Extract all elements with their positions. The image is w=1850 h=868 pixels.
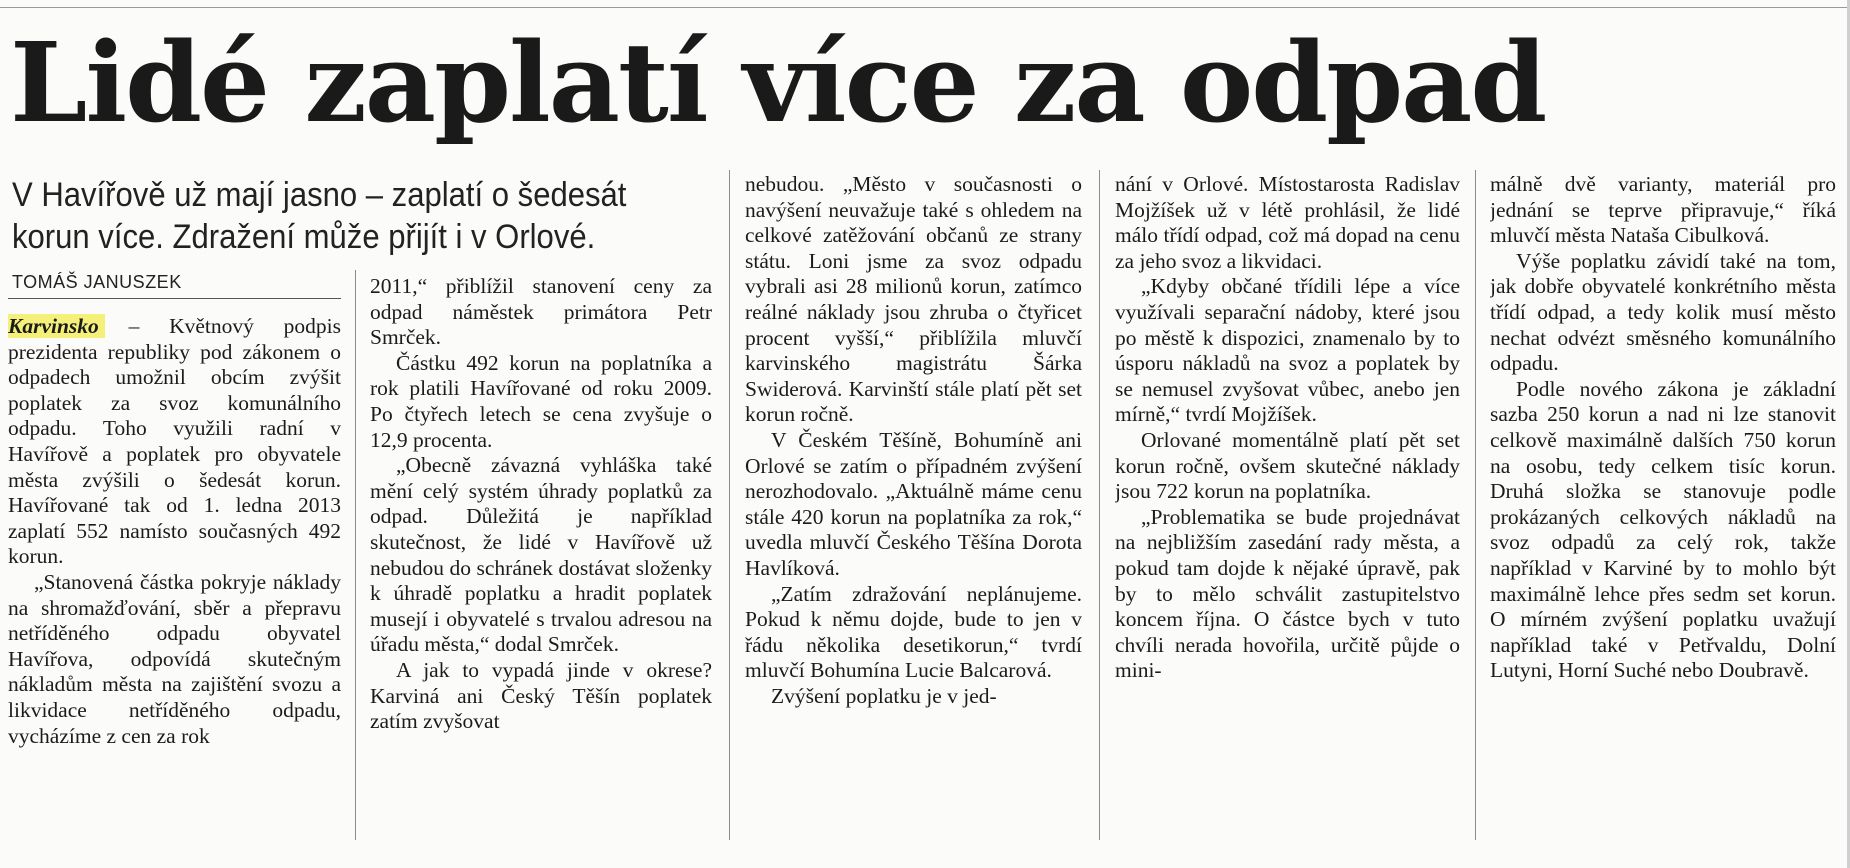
article-paragraph: „Stanovená částka pokryje náklady na shromažďování, sběr a přepravu netříděného odpadu obyvatel Havířova, odpovídá skutečným nákladům města na zajištění svozu a likvidace netříděného odpadu, vycházíme z cen za rok [8, 569, 341, 748]
article-subheadline: V Havířově už mají jasno – zaplatí o šedesát korun více. Zdražení může přijít i v Orlové. [12, 176, 627, 256]
column-divider [1099, 170, 1100, 840]
article-headline: Lidé zaplatí více za odpad [10, 18, 1546, 147]
article-paragraph: Výše poplatku závidí také na tom, jak dobře obyvatelé konkrétního města třídí odpad, a tedy kolik musí město nechat odvézt směsného komunálního odpadu. [1490, 248, 1836, 376]
article-paragraph: Orlované momentálně platí pět set korun ročně, ovšem skutečné náklady jsou 722 korun na poplatníka. [1115, 427, 1460, 504]
article-paragraph: málně dvě varianty, materiál pro jednání se teprve připravuje,“ říká mluvčí města Nataša Cibulková. [1490, 172, 1836, 248]
article-column-4 [1115, 172, 1460, 834]
article-column-2 [370, 274, 712, 834]
article-paragraph: V Českém Těšíně, Bohumíně ani Orlové se zatím o případném zvýšení nerozhodovalo. „Aktuálně máme cenu stále 420 korun na poplatníka za rok,“ uvedla mluvčí Českého Těšína Dorota Havlíková. [745, 427, 1082, 580]
article-column-1 [8, 314, 341, 834]
column-divider [355, 270, 356, 840]
location-dateline: Karvinsko [8, 314, 99, 338]
column-divider [729, 170, 730, 840]
article-paragraph: Zvýšení poplatku je v jed- [771, 683, 997, 708]
article-paragraph: „Kdyby občané třídili lépe a více využívali separační nádoby, které jsou po městě k dispozici, znamenalo by to úsporu nákladů na svoz a poplatek by se nemusel zvyšovat vůbec, anebo jen mírně,“ tvrdí Mojžíšek. [1115, 274, 1460, 427]
article-paragraph: „Zatím zdražování neplánujeme. Pokud k němu dojde, bude to jen v řádu několika desetikorun,“ tvrdí mluvčí Bohumína Lucie Balcarová. [745, 581, 1082, 683]
article-paragraph: Podle nového zákona je základní sazba 250 korun a nad ni lze stanovit celkově maximálně dalších 750 korun na osobu, tedy celkem tisíc korun. Druhá složka se stanovuje podle prokázaných celkových nákladů na svoz odpadů za celý rok, takže například v Karviné by to mohlo být maximálně lehce přes sedm set korun. O mírném zvýšení poplatku uvažují například také v Petřvaldu, Dolní Lutyni, Horní Suché nebo Doubravě. [1490, 376, 1836, 683]
author-divider [8, 298, 341, 299]
top-border-rule [0, 7, 1850, 8]
article-paragraph: Částku 492 korun na poplatníka a rok platili Havířované od roku 2009. Po čtyřech letech se cena zvyšuje o 12,9 procenta. [370, 350, 712, 452]
article-paragraph: A jak to vypadá jinde v okrese? Karviná ani Český Těšín poplatek zatím zvyšovat [370, 657, 712, 734]
article-paragraph: nání v Orlové. Místostarosta Radislav Mojžíšek už v létě prohlásil, že lidé málo třídí odpad, což má dopad na cenu za jeho svoz a likvidaci. [1115, 172, 1460, 273]
article-paragraph: Karvinsko – Květnový podpis prezidenta republiky pod zákonem o odpadech umožnil obcím zvýšit poplatek za svoz komunálního odpadu. Toho využili radní v Havířově a poplatek pro obyvatele města zvýšili o šedesát korun. Havířované tak od 1. ledna 2013 zaplatí 552 namísto současných 492 korun. [8, 314, 341, 569]
article-column-5 [1490, 172, 1836, 834]
article-paragraph: „Obecně závazná vyhláška také mění celý systém úhrady poplatků za odpad. Důležitá je například skutečnost, že lidé v Havířově už nebudou do schránek dostávat složenky k úhradě poplatku a hradit poplatek musejí i obyvatelé s trvalou adresou na úřadu města,“ dodal Smrček. [370, 453, 712, 657]
article-paragraph: 2011,“ přiblížil stanovení ceny za odpad náměstek primátora Petr Smrček. [370, 274, 712, 350]
article-paragraph: „Problematika se bude projednávat na nejbližším zasedání rady města, a pokud tam dojde k nějaké úpravě, pak by to mělo schválit zastupitelstvo koncem října. O částce bych v tuto chvíli nerada hovořila, určitě půjde o mini- [1115, 504, 1460, 683]
article-paragraph: nebudou. „Město v současnosti o navýšení neuvažuje také s ohledem na celkové zatěžování občanů ze strany státu. Loni jsme za svoz odpadu vybrali asi 28 milionů korun, zatímco reálné náklady jsou zhruba o čtyřicet procent vyšší,“ přiblížila mluvčí karvinského magistrátu Šárka Swiderová. Karvinští stále platí pět set korun ročně. [745, 172, 1082, 427]
article-author: TOMÁŠ JANUSZEK [12, 272, 182, 292]
column-divider [1475, 170, 1476, 840]
article-column-3 [745, 172, 1082, 834]
